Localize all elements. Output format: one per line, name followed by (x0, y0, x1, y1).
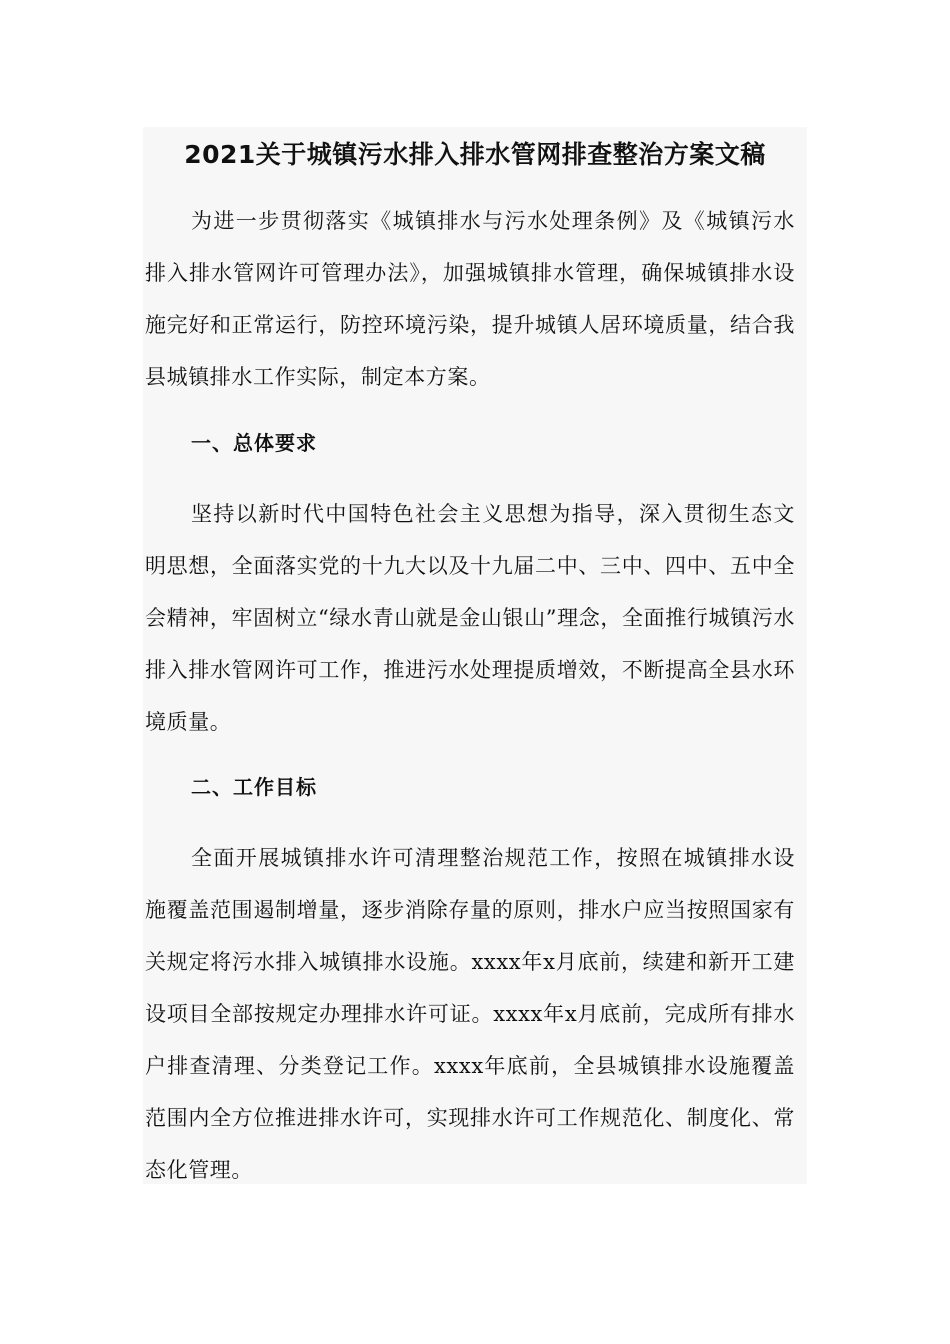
section-2-heading: 二、工作目标 (191, 775, 317, 799)
section-2-paragraph: 全面开展城镇排水许可清理整治规范工作，按照在城镇排水设施覆盖范围遏制增量，逐步消除存量的原则，排水户应当按照国家有关规定将污水排入城镇排水设施。xxxx年x月底前，续建和新开工建设项目全部按规定办理排水许可证。xxxx年x月底前，完成所有排水户排查清理、分类登记工作。xxxx年底前，全县城镇排水设施覆盖范围内全方位推进排水许可，实现排水许可工作规范化、制度化、常态化管理。 (145, 846, 795, 1182)
intro-paragraph: 为进一步贯彻落实《城镇排水与污水处理条例》及《城镇污水排入排水管网许可管理办法》，加强城镇排水管理，确保城镇排水设施完好和正常运行，防控环境污染，提升城镇人居环境质量，结合我县城镇排水工作实际，制定本方案。 (145, 209, 795, 389)
section-1-heading: 一、总体要求 (191, 431, 317, 455)
section-1-paragraph: 坚持以新时代中国特色社会主义思想为指导，深入贯彻生态文明思想，全面落实党的十九大以及十九届二中、三中、四中、五中全会精神，牢固树立“绿水青山就是金山银山”理念，全面推行城镇污水排入排水管网许可工作，推进污水处理提质增效，不断提高全县水环境质量。 (145, 502, 795, 734)
document-title: 2021关于城镇污水排入排水管网排查整治方案文稿 (184, 140, 766, 169)
